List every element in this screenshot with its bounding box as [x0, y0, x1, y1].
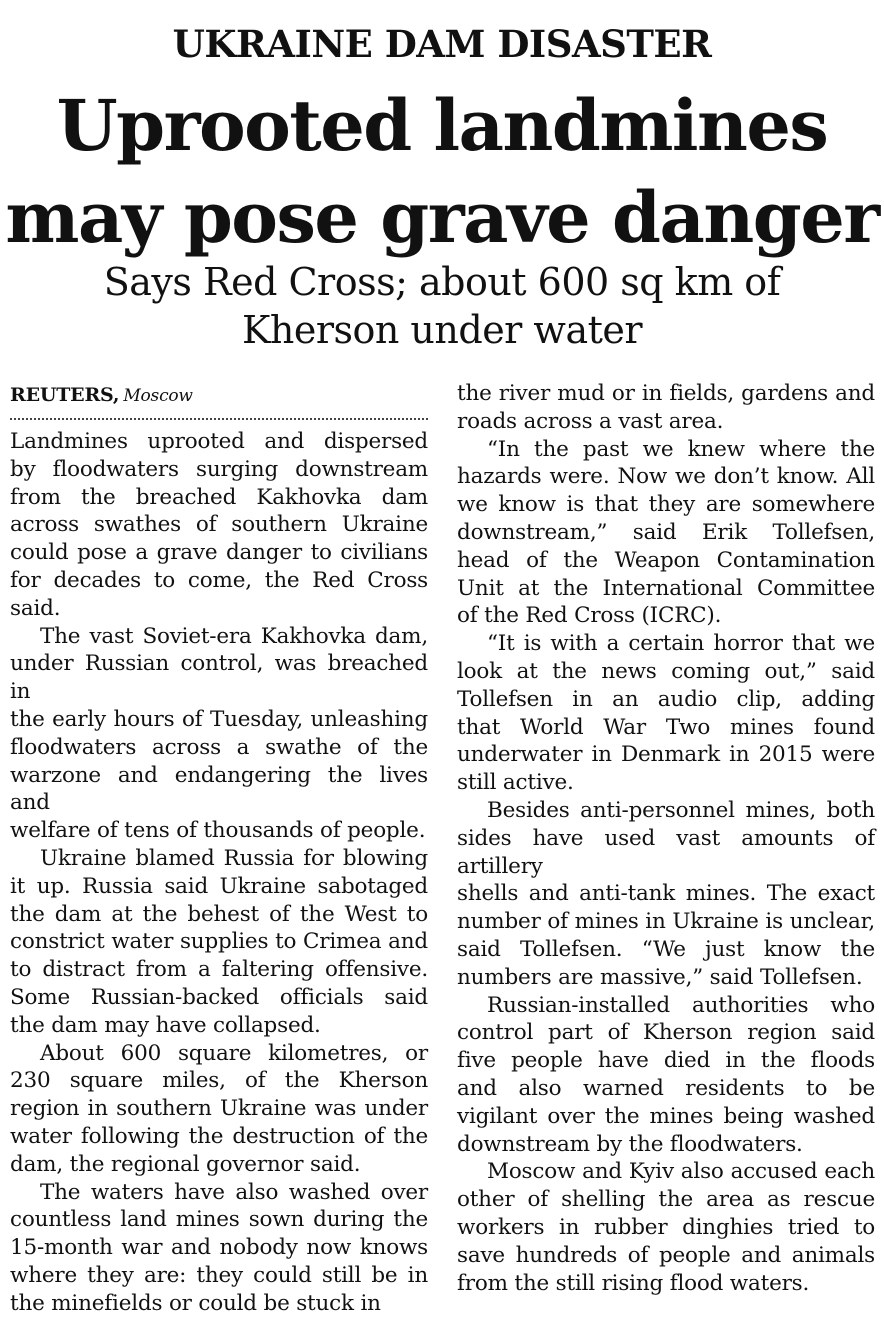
paragraph-line: said Tollefsen. “We just know the	[457, 936, 875, 962]
paragraph-line: roads across a vast area.	[457, 408, 724, 434]
paragraph-line: constrict water supplies to Crimea and	[10, 929, 428, 955]
article-paragraph	[457, 1158, 875, 1297]
paragraph-line: 230 square miles, of the Kherson	[10, 1068, 428, 1094]
paragraph-line: Some Russian-backed officials said	[10, 984, 428, 1010]
article-paragraph	[457, 436, 875, 631]
paragraph-line: the dam may have collapsed.	[10, 1012, 321, 1038]
paragraph-line: other of shelling the area as rescue	[457, 1187, 875, 1213]
paragraph-line: hazards were. Now we don’t know. All	[457, 464, 875, 490]
paragraph-line: numbers are massive,” said Tollefsen.	[457, 964, 863, 990]
paragraph-line: the dam at the behest of the West to	[10, 901, 428, 927]
paragraph-line: the minefields or could be stuck in	[10, 1290, 381, 1316]
paragraph-line: where they are: they could still be in	[10, 1262, 428, 1288]
paragraph-line: Tollefsen in an audio clip, adding	[457, 686, 875, 712]
paragraph-line: still active.	[457, 770, 574, 796]
paragraph-line: water following the destruction of the	[10, 1123, 428, 1149]
paragraph-line: and also warned residents to be	[457, 1075, 875, 1101]
article-paragraph	[457, 992, 875, 1159]
article-paragraph	[10, 428, 428, 623]
paragraph-line: Russian-installed authorities who	[487, 992, 875, 1018]
paragraph-line: could pose a grave danger to civilians	[10, 540, 428, 566]
paragraph-line: Landmines uprooted and dispersed	[10, 429, 428, 454]
paragraph-line: across swathes of southern Ukraine	[10, 512, 428, 538]
paragraph-line: number of mines in Ukraine is unclear,	[457, 909, 875, 935]
paragraph-line: downstream,” said Erik Tollefsen,	[457, 519, 875, 545]
article-paragraph	[10, 623, 428, 845]
paragraph-line: region in southern Ukraine was under	[10, 1096, 428, 1122]
article-paragraph	[457, 630, 875, 797]
article-column-left	[10, 380, 428, 1318]
paragraph-line: under Russian control, was breached in	[10, 651, 428, 705]
paragraph-line: The vast Soviet-era Kakhovka dam,	[40, 623, 428, 649]
headline-line-2: may pose grave danger	[5, 176, 879, 259]
paragraph-line: for decades to come, the Red Cross	[10, 567, 428, 593]
article-paragraph	[10, 1040, 428, 1179]
paragraph-line: Moscow and Kyiv also accused each	[487, 1159, 875, 1185]
section-kicker: UKRAINE DAM DISASTER	[172, 22, 712, 66]
paragraph-line: shells and anti-tank mines. The exact	[457, 881, 875, 907]
paragraph-line: from the breached Kakhovka dam	[10, 484, 428, 510]
paragraph-line: from the still rising flood waters.	[457, 1270, 810, 1296]
paragraph-line: underwater in Denmark in 2015 were	[457, 742, 875, 768]
paragraph-line: Unit at the International Committee	[457, 575, 875, 601]
headline	[0, 80, 884, 264]
paragraph-line: said.	[10, 595, 61, 621]
paragraph-line: dam, the regional governor said.	[10, 1151, 361, 1177]
paragraph-line: of the Red Cross (ICRC).	[457, 603, 722, 629]
paragraph-line: floodwaters across a swathe of the	[10, 734, 428, 760]
paragraph-line: we know is that they are somewhere	[457, 492, 875, 518]
paragraph-line: The waters have also washed over	[40, 1179, 428, 1205]
paragraph-line: it up. Russia said Ukraine sabotaged	[10, 873, 428, 899]
article-column-right	[457, 380, 875, 1297]
paragraph-line: sides have used vast amounts of artillery	[457, 825, 875, 879]
headline-line-1: Uprooted landmines	[56, 84, 828, 167]
subhead-line-1: Says Red Cross; about 600 sq km of	[103, 260, 781, 304]
paragraph-line: look at the news coming out,” said	[457, 658, 875, 684]
paragraph-line: “In the past we knew where the	[487, 436, 875, 462]
paragraph-line: save hundreds of people and animals	[457, 1242, 875, 1268]
paragraph-line: workers in rubber dinghies tried to	[457, 1214, 875, 1240]
paragraph-line: welfare of tens of thousands of people.	[10, 818, 426, 844]
article-paragraph	[457, 797, 875, 992]
paragraph-line: vigilant over the mines being washed	[457, 1103, 875, 1129]
paragraph-line: 15-month war and nobody now knows	[10, 1235, 428, 1261]
paragraph-line: countless land mines sown during the	[10, 1207, 428, 1233]
article-paragraph	[10, 1179, 428, 1318]
paragraph-line: that World War Two mines found	[457, 714, 875, 740]
subheadline	[0, 258, 884, 354]
byline-place: Moscow	[123, 386, 193, 406]
byline-agency: REUTERS,	[10, 384, 120, 406]
paragraph-line: warzone and endangering the lives and	[10, 762, 428, 816]
article-paragraph	[10, 845, 428, 1040]
paragraph-line: head of the Weapon Contamination	[457, 547, 875, 573]
paragraph-line: Ukraine blamed Russia for blowing	[40, 845, 428, 871]
paragraph-line: to distract from a faltering offensive.	[10, 957, 428, 983]
byline	[10, 380, 428, 410]
article-paragraph	[457, 380, 875, 436]
paragraph-line: by floodwaters surging downstream	[10, 456, 428, 482]
paragraph-line: five people have died in the floods	[457, 1048, 875, 1074]
paragraph-line: Besides anti-personnel mines, both	[487, 797, 875, 823]
paragraph-line: control part of Kherson region said	[457, 1020, 875, 1046]
paragraph-line: About 600 square kilometres, or	[40, 1040, 428, 1066]
paragraph-line: the river mud or in fields, gardens and	[457, 381, 875, 406]
dotted-divider	[10, 418, 428, 420]
paragraph-line: downstream by the floodwaters.	[457, 1131, 803, 1157]
paragraph-line: the early hours of Tuesday, unleashing	[10, 706, 428, 732]
subhead-line-2: Kherson under water	[241, 308, 643, 352]
paragraph-line: “It is with a certain horror that we	[487, 631, 875, 657]
